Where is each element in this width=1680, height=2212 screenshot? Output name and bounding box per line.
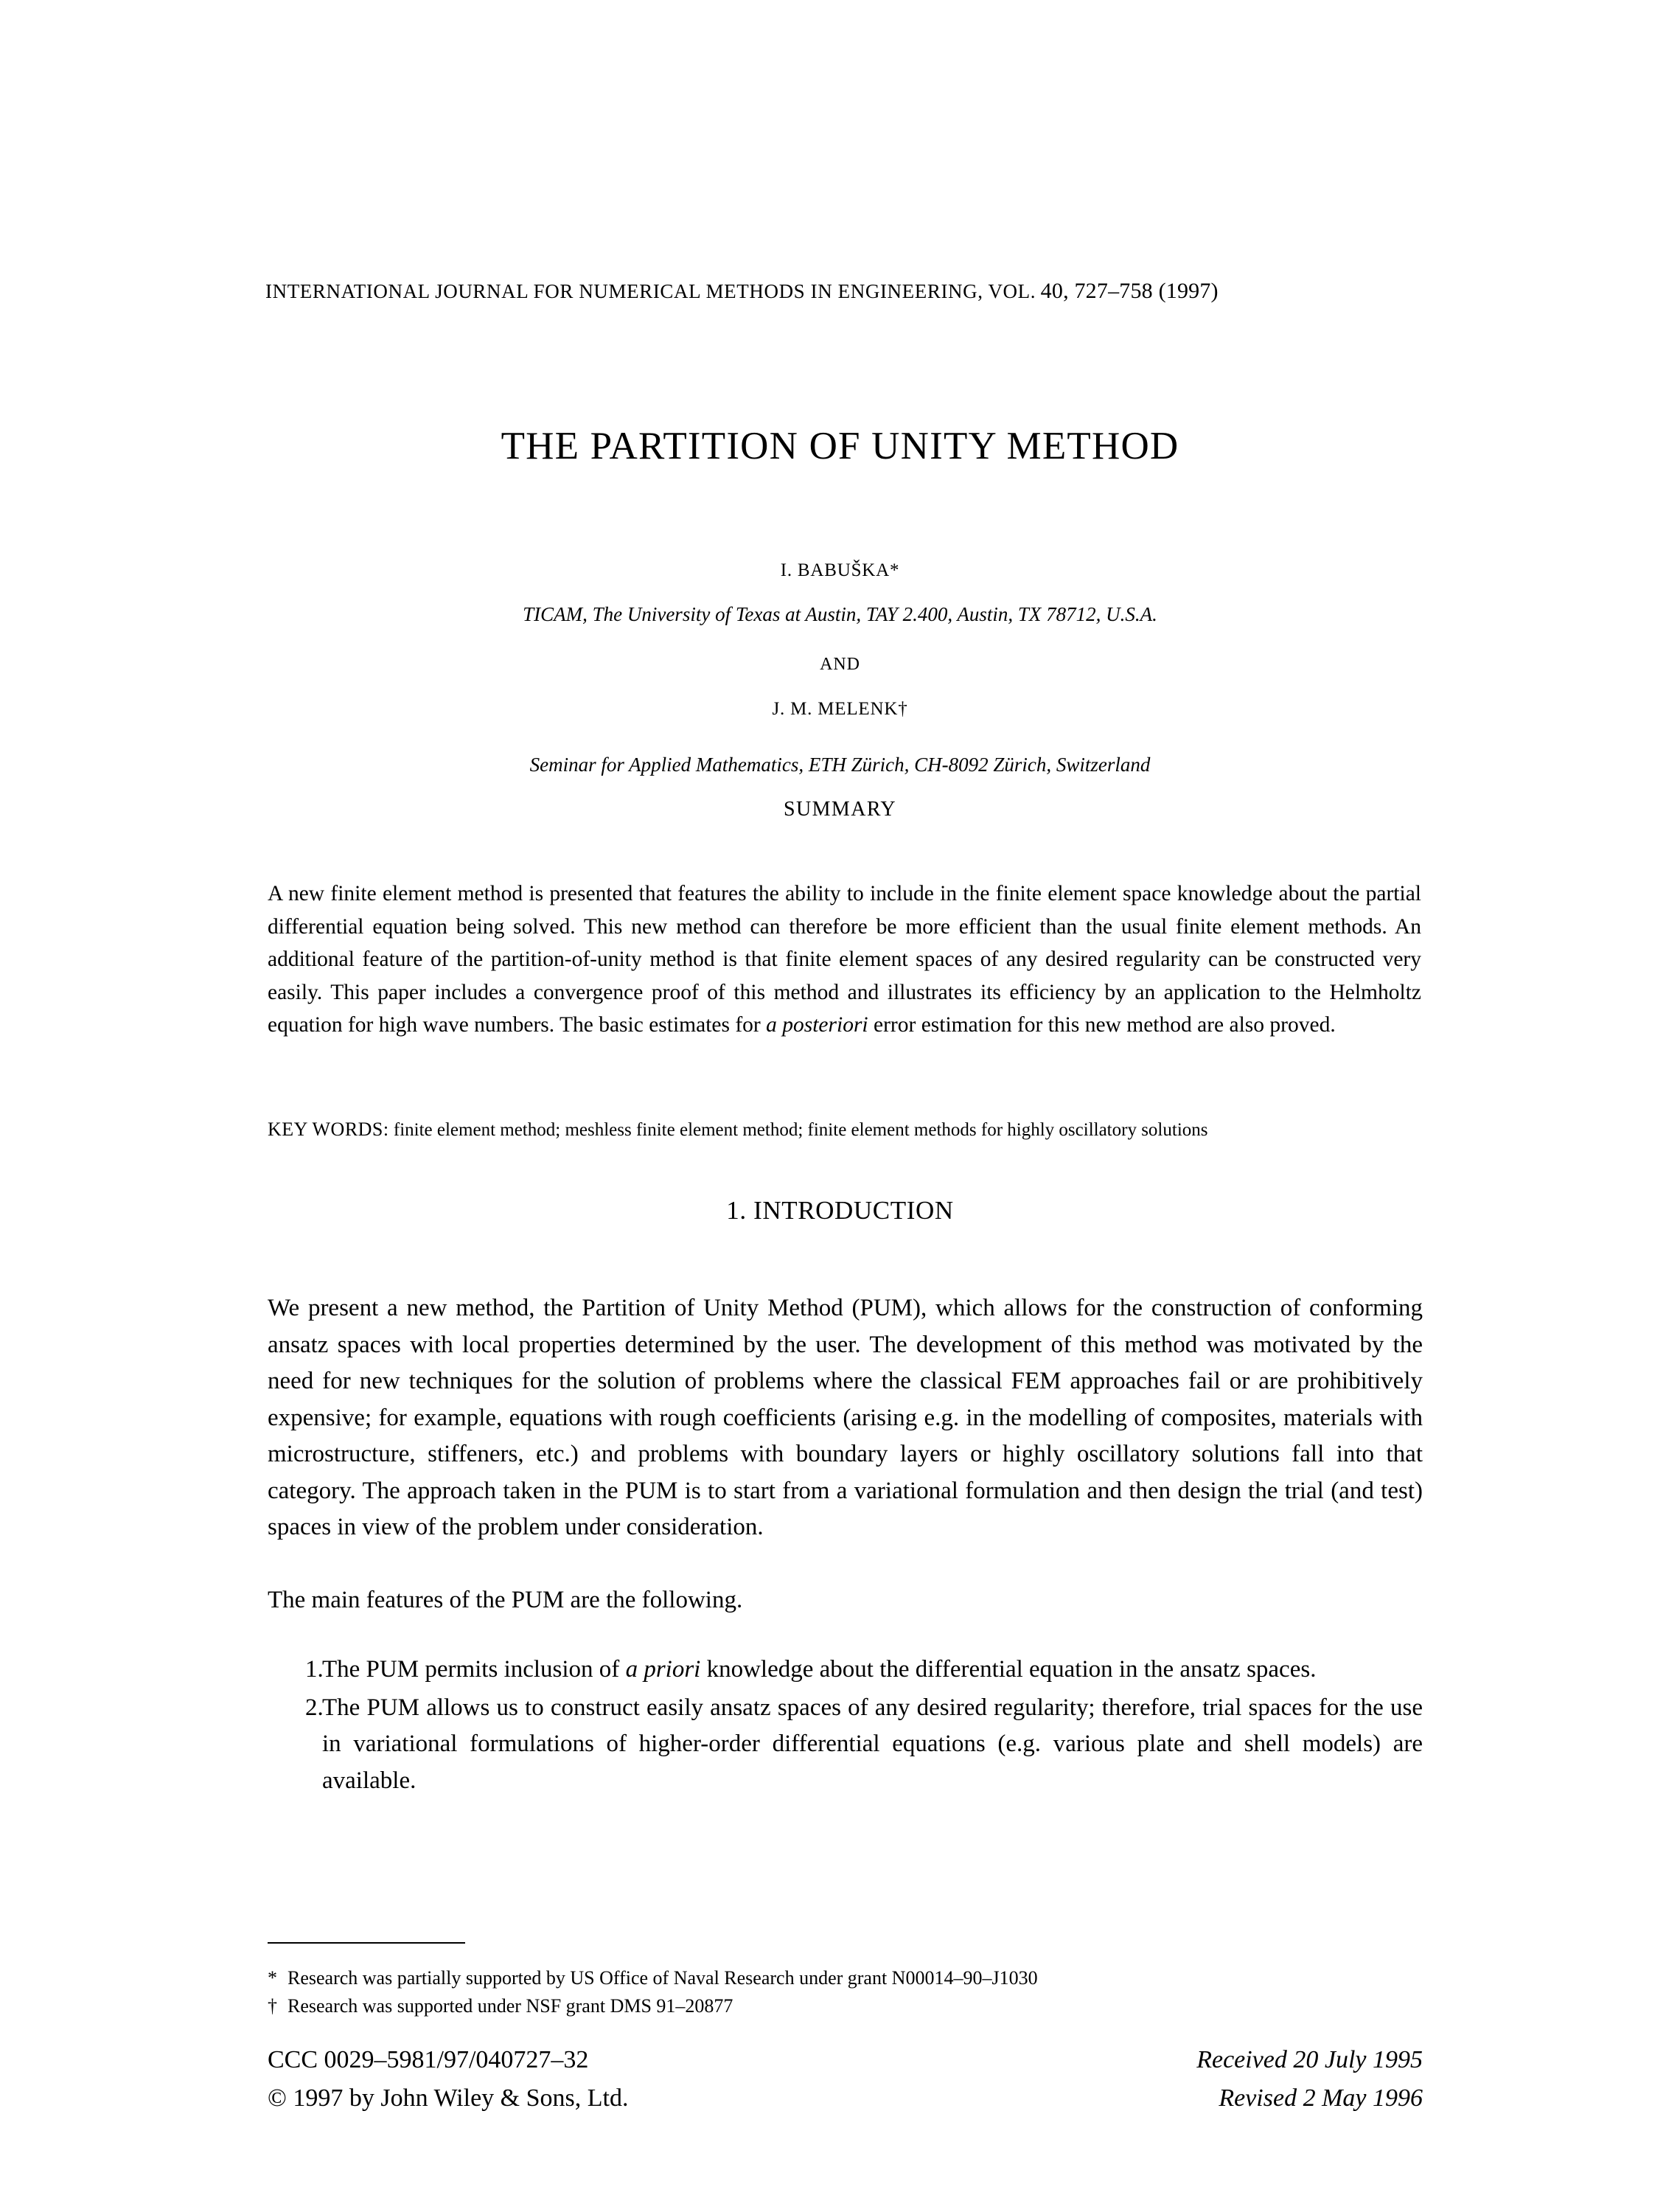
author-conjunction: AND bbox=[820, 655, 860, 674]
publication-row-1 bbox=[268, 2041, 1423, 2079]
feature-list bbox=[268, 1652, 1423, 1801]
copyright-line: © 1997 by John Wiley & Sons, Ltd. bbox=[268, 2084, 629, 2112]
keywords-text: finite element method; meshless finite element method; finite element methods for highly oscillatory solutions bbox=[388, 1120, 1208, 1140]
author-affiliation-1: TICAM, The University of Texas at Austin, TAY 2.400, Austin, TX 78712, U.S.A. bbox=[523, 603, 1157, 625]
author-name-1: I. BABUŠKA* bbox=[780, 560, 900, 580]
author-affiliation-2: Seminar for Applied Mathematics, ETH Zürich, CH-8092 Zürich, Switzerland bbox=[529, 754, 1151, 776]
footnote-text-2: Research was supported under NSF grant DMS 91–20877 bbox=[287, 1995, 733, 2017]
publication-footer bbox=[268, 2041, 1423, 2118]
section-heading-introduction: 1. INTRODUCTION bbox=[726, 1196, 954, 1225]
footnote-marker-dagger: † bbox=[268, 1995, 277, 2017]
journal-name: INTERNATIONAL JOURNAL FOR NUMERICAL METHODS IN ENGINEERING, VOL. bbox=[265, 280, 1036, 302]
publication-row-2 bbox=[268, 2079, 1423, 2118]
introduction-paragraph-tail: The main features of the PUM are the following. bbox=[268, 1587, 743, 1613]
list-item-text-2: The PUM allows us to construct easily ansatz spaces of any desired regularity; therefore, trial spaces for the use in variational formulations of higher-order differential equations (e.g. various plate and shell models) are available. bbox=[322, 1694, 1423, 1794]
introduction-paragraph: We present a new method, the Partition of Unity Method (PUM), which allows for the construction of conforming ansatz spaces with local properties determined by the user. The development of this method was motivated by the need for new techniques for the solution of problems where the classical FEM approaches fail or are prohibitively expensive; for example, equations with rough coefficients (arising e.g. in the modelling of composites, materials with microstructure, stiffeners, etc.) and problems with boundary layers or highly oscillatory solutions fall into that category. The approach taken in the PUM is to start from a variational formulation and then design the trial (and test) spaces in view of the problem under consideration. bbox=[268, 1295, 1423, 1540]
list-item-italic-a-priori: a priori bbox=[625, 1656, 701, 1683]
list-item bbox=[268, 1690, 1423, 1800]
footnote-marker-asterisk: * bbox=[268, 1967, 277, 1989]
running-header bbox=[265, 279, 1423, 304]
list-item-text-1a: The PUM permits inclusion of bbox=[322, 1656, 626, 1683]
abstract-text bbox=[268, 877, 1421, 1042]
list-item-marker: 2. bbox=[305, 1694, 324, 1721]
footnote-item bbox=[268, 1992, 1423, 2020]
list-item-text-1b: knowledge about the differential equation in the ansatz spaces. bbox=[700, 1656, 1317, 1683]
footnote-divider bbox=[268, 1942, 465, 1944]
summary-heading: SUMMARY bbox=[784, 798, 896, 821]
ccc-code: CCC 0029–5981/97/040727–32 bbox=[268, 2046, 589, 2073]
list-item-marker: 1. bbox=[305, 1656, 324, 1683]
revised-date: Revised 2 May 1996 bbox=[1219, 2084, 1423, 2112]
volume-pages: 40, 727–758 (1997) bbox=[1040, 279, 1219, 303]
received-date: Received 20 July 1995 bbox=[1196, 2046, 1423, 2073]
keywords-block bbox=[268, 1116, 1421, 1144]
abstract-part-2: error estimation for this new method are also proved. bbox=[868, 1013, 1336, 1037]
list-item bbox=[268, 1652, 1423, 1688]
abstract-part-1: A new finite element method is presented that features the ability to include in the finite element space knowledge about the partial differential equation being solved. This new method can therefore be more efficient than the usual finite element methods. An additional feature of the partition-of-unity method is that finite element spaces of any desired regularity can be constructed very easily. This paper includes a convergence proof of this method and illustrates its efficiency by an application to the Helmholtz equation for high wave numbers. The basic estimates for bbox=[268, 882, 1421, 1037]
abstract-italic-a-posteriori: a posteriori bbox=[766, 1013, 868, 1037]
page-title: THE PARTITION OF UNITY METHOD bbox=[501, 425, 1179, 467]
author-name-2: J. M. MELENK† bbox=[772, 699, 908, 719]
footnote-text-1: Research was partially supported by US Office of Naval Research under grant N00014–90–J1030 bbox=[287, 1967, 1038, 1989]
footnotes-block bbox=[268, 1964, 1423, 2020]
footnote-item bbox=[268, 1964, 1423, 1992]
keywords-label: KEY WORDS: bbox=[268, 1119, 389, 1140]
